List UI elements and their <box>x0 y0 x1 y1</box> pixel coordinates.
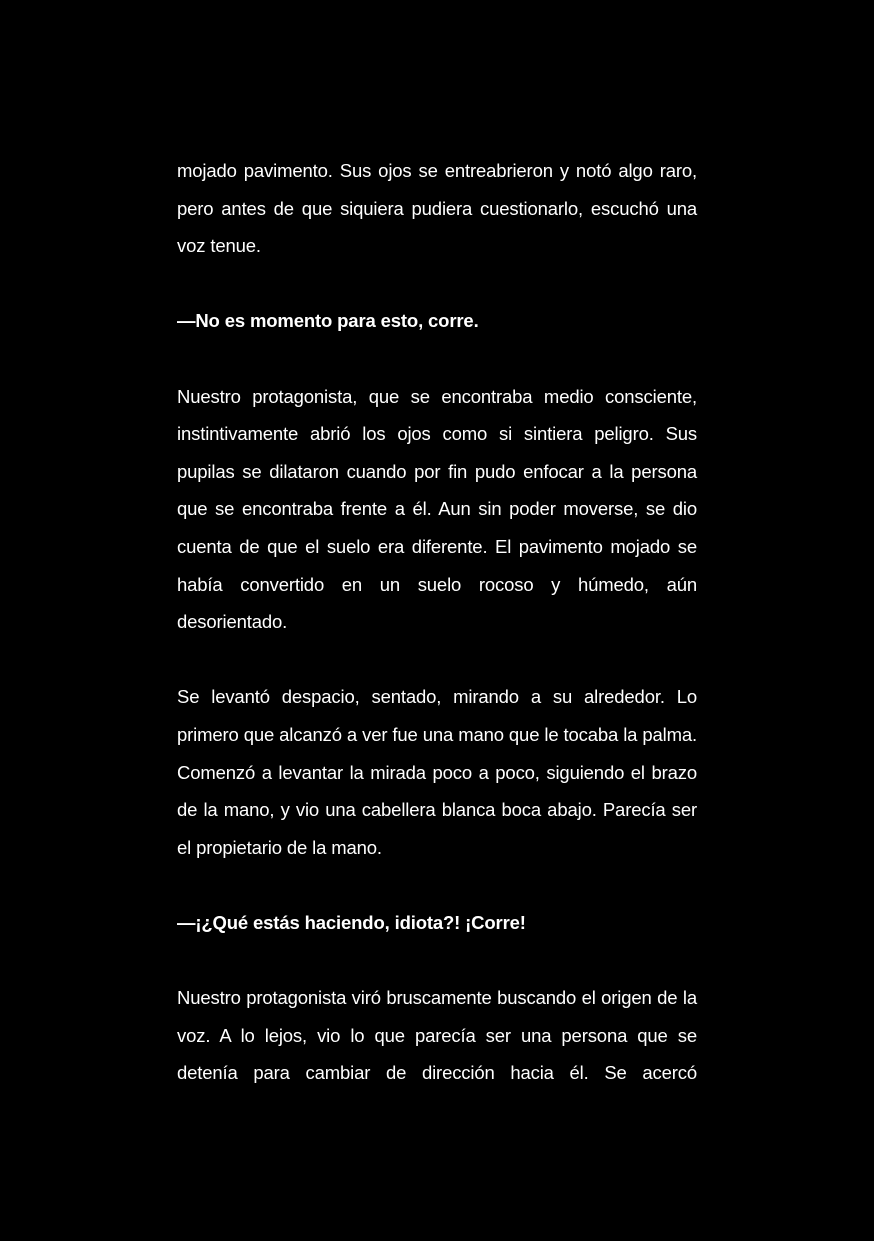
paragraph: Se levantó despacio, sentado, mirando a su alrededor. Lo primero que alcanzó a ver fue una mano que le tocaba la palma. Comenzó a levantar la mirada poco a poco, siguiendo el brazo de la mano, y vio una cabellera blanca boca abajo. Parecía ser el propietario de la mano. <box>177 686 697 858</box>
paragraph: Nuestro protagonista viró bruscamente buscando el origen de la voz. A lo lejos, vio lo que parecía ser una persona que se detenía para cambiar de dirección hacia él. Se acercó <box>177 987 697 1084</box>
document-page <box>177 152 697 1092</box>
paragraph: mojado pavimento. Sus ojos se entreabrieron y notó algo raro, pero antes de que siquiera pudiera cuestionarlo, escuchó una voz tenue. <box>177 160 697 257</box>
dialogue-line: —¡¿Qué estás haciendo, idiota?! ¡Corre! <box>177 911 526 933</box>
paragraph: Nuestro protagonista, que se encontraba medio consciente, instintivamente abrió los ojos como si sintiera peligro. Sus pupilas se dilataron cuando por fin pudo enfocar a la persona que se encontraba frente a él. Aun sin poder moverse, se dio cuenta de que el suelo era diferente. El pavimento mojado se había convertido en un suelo rocoso y húmedo, aún desorientado. <box>177 385 697 633</box>
dialogue-line: —No es momento para esto, corre. <box>177 310 479 332</box>
